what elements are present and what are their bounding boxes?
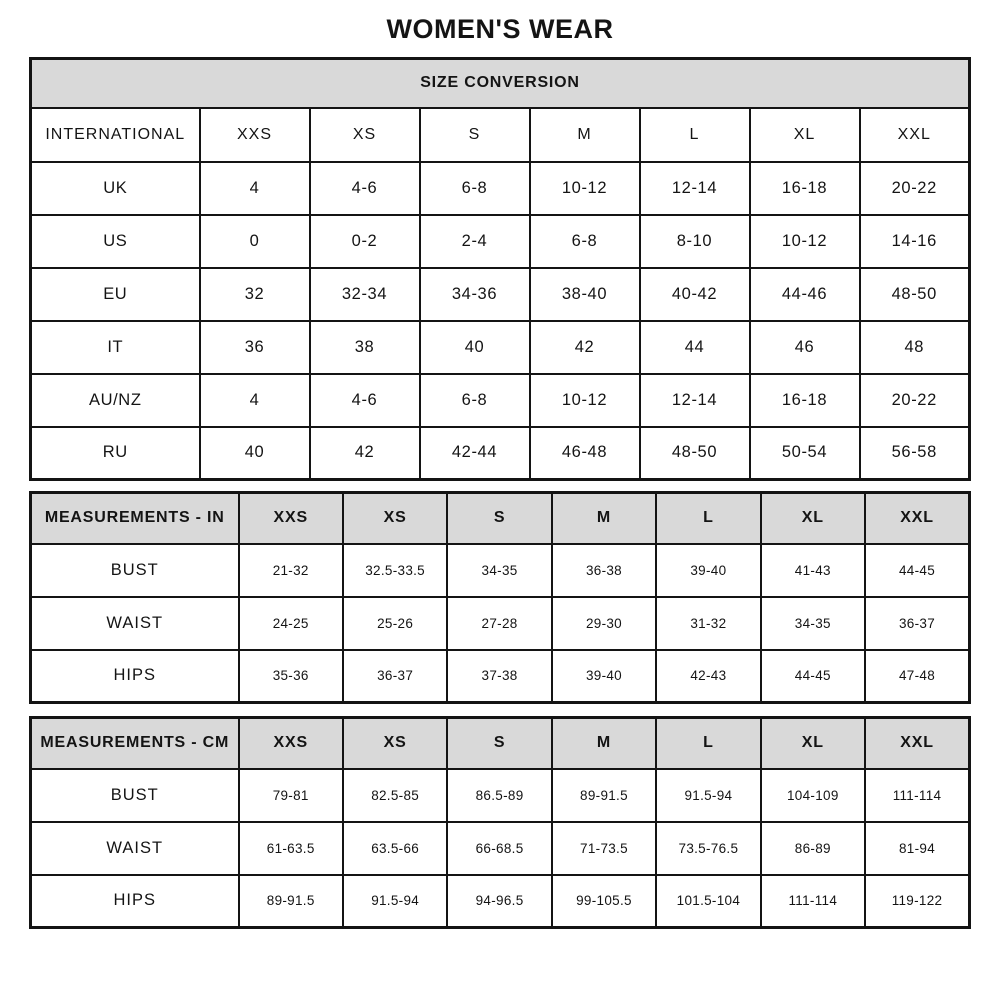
column-header: XXS (200, 108, 310, 162)
cell-value: 101.5-104 (656, 875, 760, 928)
column-header: XS (343, 718, 447, 769)
cell-value: 39-40 (552, 650, 656, 703)
cell-value: 50-54 (750, 427, 860, 480)
cell-value: 66-68.5 (447, 822, 551, 875)
cell-value: 82.5-85 (343, 769, 447, 822)
cell-value: 91.5-94 (656, 769, 760, 822)
size-conversion-table (29, 57, 971, 481)
cell-value: 10-12 (750, 215, 860, 268)
cell-value: 79-81 (239, 769, 343, 822)
cell-value: 8-10 (640, 215, 750, 268)
row-header-label: MEASUREMENTS - CM (31, 718, 239, 769)
column-header: L (656, 718, 760, 769)
cell-value: 86-89 (761, 822, 865, 875)
cell-value: 29-30 (552, 597, 656, 650)
column-header-row (31, 108, 970, 162)
cell-value: 31-32 (656, 597, 760, 650)
cell-value: 48 (860, 321, 970, 374)
column-header: M (552, 718, 656, 769)
cell-value: 6-8 (530, 215, 640, 268)
table-row (31, 769, 970, 822)
cell-value: 71-73.5 (552, 822, 656, 875)
cell-value: 61-63.5 (239, 822, 343, 875)
row-label: WAIST (31, 822, 239, 875)
cell-value: 34-35 (447, 544, 551, 597)
page-title: WOMEN'S WEAR (386, 14, 614, 44)
cell-value: 36 (200, 321, 310, 374)
column-header: XXS (239, 718, 343, 769)
cell-value: 0 (200, 215, 310, 268)
row-header-label: INTERNATIONAL (31, 108, 200, 162)
cell-value: 36-38 (552, 544, 656, 597)
column-header: XS (343, 493, 447, 544)
cell-value: 41-43 (761, 544, 865, 597)
cell-value: 47-48 (865, 650, 969, 703)
column-header: XXL (860, 108, 970, 162)
table-row (31, 650, 970, 703)
table-row (31, 321, 970, 374)
cell-value: 44-46 (750, 268, 860, 321)
cell-value: 119-122 (865, 875, 969, 928)
column-header: S (447, 718, 551, 769)
cell-value: 32-34 (310, 268, 420, 321)
cell-value: 21-32 (239, 544, 343, 597)
table-row (31, 162, 970, 215)
cell-value: 48-50 (860, 268, 970, 321)
column-header: S (420, 108, 530, 162)
cell-value: 40 (420, 321, 530, 374)
measurements-in-table (29, 491, 971, 704)
cell-value: 40 (200, 427, 310, 480)
table-row (31, 544, 970, 597)
cell-value: 16-18 (750, 374, 860, 427)
row-label: IT (31, 321, 200, 374)
row-label: HIPS (31, 650, 239, 703)
row-label: UK (31, 162, 200, 215)
cell-value: 20-22 (860, 374, 970, 427)
table-title-row (31, 59, 970, 108)
row-label: RU (31, 427, 200, 480)
cell-value: 44-45 (865, 544, 969, 597)
cell-value: 104-109 (761, 769, 865, 822)
row-label: HIPS (31, 875, 239, 928)
column-header: L (640, 108, 750, 162)
cell-value: 42-44 (420, 427, 530, 480)
cell-value: 34-35 (761, 597, 865, 650)
row-label: BUST (31, 769, 239, 822)
cell-value: 0-2 (310, 215, 420, 268)
cell-value: 91.5-94 (343, 875, 447, 928)
row-label: BUST (31, 544, 239, 597)
cell-value: 12-14 (640, 374, 750, 427)
table-row (31, 875, 970, 928)
row-label: US (31, 215, 200, 268)
table-title: SIZE CONVERSION (31, 59, 970, 108)
column-header: XXL (865, 493, 969, 544)
column-header: XXL (865, 718, 969, 769)
cell-value: 32 (200, 268, 310, 321)
cell-value: 111-114 (761, 875, 865, 928)
cell-value: 16-18 (750, 162, 860, 215)
cell-value: 89-91.5 (552, 769, 656, 822)
column-header: XL (761, 493, 865, 544)
cell-value: 46-48 (530, 427, 640, 480)
cell-value: 14-16 (860, 215, 970, 268)
row-header-label: MEASUREMENTS - IN (31, 493, 239, 544)
table-row (31, 215, 970, 268)
cell-value: 4 (200, 374, 310, 427)
measurements-cm-table (29, 716, 971, 929)
cell-value: 27-28 (447, 597, 551, 650)
cell-value: 44-45 (761, 650, 865, 703)
column-header: XS (310, 108, 420, 162)
cell-value: 4 (200, 162, 310, 215)
cell-value: 44 (640, 321, 750, 374)
cell-value: 73.5-76.5 (656, 822, 760, 875)
column-header: XL (761, 718, 865, 769)
column-header: XXS (239, 493, 343, 544)
cell-value: 20-22 (860, 162, 970, 215)
column-header: XL (750, 108, 860, 162)
cell-value: 32.5-33.5 (343, 544, 447, 597)
cell-value: 38 (310, 321, 420, 374)
table-row (31, 427, 970, 480)
cell-value: 10-12 (530, 162, 640, 215)
cell-value: 39-40 (656, 544, 760, 597)
cell-value: 42 (310, 427, 420, 480)
cell-value: 34-36 (420, 268, 530, 321)
row-label: WAIST (31, 597, 239, 650)
cell-value: 42 (530, 321, 640, 374)
column-header-row (31, 718, 970, 769)
column-header: M (552, 493, 656, 544)
cell-value: 111-114 (865, 769, 969, 822)
cell-value: 4-6 (310, 162, 420, 215)
cell-value: 25-26 (343, 597, 447, 650)
cell-value: 24-25 (239, 597, 343, 650)
column-header: S (447, 493, 551, 544)
row-label: AU/NZ (31, 374, 200, 427)
table-row (31, 374, 970, 427)
cell-value: 10-12 (530, 374, 640, 427)
column-header: M (530, 108, 640, 162)
table-row (31, 597, 970, 650)
cell-value: 81-94 (865, 822, 969, 875)
cell-value: 36-37 (865, 597, 969, 650)
cell-value: 38-40 (530, 268, 640, 321)
cell-value: 40-42 (640, 268, 750, 321)
column-header-row (31, 493, 970, 544)
cell-value: 94-96.5 (447, 875, 551, 928)
cell-value: 2-4 (420, 215, 530, 268)
cell-value: 46 (750, 321, 860, 374)
column-header: L (656, 493, 760, 544)
cell-value: 56-58 (860, 427, 970, 480)
row-label: EU (31, 268, 200, 321)
cell-value: 37-38 (447, 650, 551, 703)
cell-value: 6-8 (420, 162, 530, 215)
cell-value: 6-8 (420, 374, 530, 427)
table-row (31, 268, 970, 321)
cell-value: 48-50 (640, 427, 750, 480)
cell-value: 42-43 (656, 650, 760, 703)
cell-value: 35-36 (239, 650, 343, 703)
table-row (31, 822, 970, 875)
cell-value: 86.5-89 (447, 769, 551, 822)
cell-value: 36-37 (343, 650, 447, 703)
cell-value: 4-6 (310, 374, 420, 427)
cell-value: 89-91.5 (239, 875, 343, 928)
cell-value: 63.5-66 (343, 822, 447, 875)
cell-value: 12-14 (640, 162, 750, 215)
cell-value: 99-105.5 (552, 875, 656, 928)
